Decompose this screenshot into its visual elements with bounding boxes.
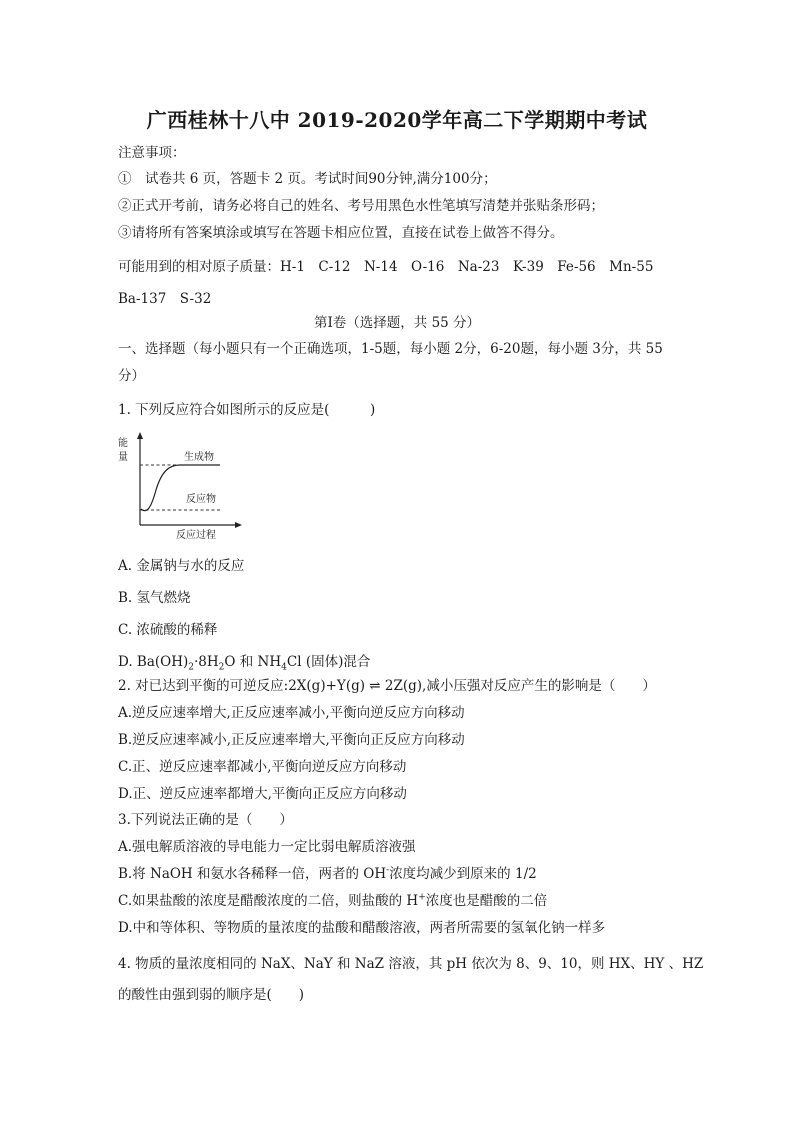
question-2-option-c: C.正、逆反应速率都减小,平衡向逆反应方向移动 bbox=[118, 759, 407, 775]
y-axis-label-1: 能 bbox=[118, 438, 128, 449]
energy-diagram bbox=[118, 430, 246, 542]
question-2-option-d: D.正、逆反应速率都增大,平衡向正反应方向移动 bbox=[118, 786, 407, 802]
question-2-option-a: A.逆反应速率增大,正反应速率减小,平衡向逆反应方向移动 bbox=[118, 705, 465, 721]
question-1-option-b: B. 氢气燃烧 bbox=[118, 590, 191, 606]
process-axis-arrow-icon bbox=[235, 522, 242, 528]
section-heading: 第Ⅰ卷（选择题，共 55 分） bbox=[313, 315, 481, 331]
question-2-stem: 2. 对已达到平衡的可逆反应:2X(g)+Y(g) ⇌ 2Z(g),减小压强对反应产生的影响是（ ） bbox=[118, 678, 656, 694]
notes-heading: 注意事项： bbox=[118, 145, 186, 161]
question-4-stem-line-1: 4. 物质的量浓度相同的 NaX、NaY 和 NaZ 溶液，其 pH 依次为 8、9、10，则 HX、HY 、HZ bbox=[118, 956, 704, 972]
note-item-2: ②正式开考前，请务必将自己的姓名、考号用黑色水性笔填写清楚并张贴条形码； bbox=[118, 198, 604, 214]
part-instruction-line-2: 分） bbox=[118, 368, 145, 384]
x-axis-label: 反应过程 bbox=[176, 530, 216, 541]
question-1-option-c: C. 浓硫酸的稀释 bbox=[118, 622, 218, 638]
question-1-option-d: D. $Ba(OH)_2\cdot 8H_2O$ 和 $NH_4Cl$ (固体)混合 bbox=[118, 654, 371, 673]
reactant-label: 反应物 bbox=[186, 494, 216, 505]
question-3-option-d: D.中和等体积、等物质的量浓度的盐酸和醋酸溶液，两者所需要的氢氧化钠一样多 bbox=[118, 920, 606, 936]
question-3-option-b: B.将 NaOH 和氨水各稀释一倍，两者的 OH-浓度均减少到原来的 1/2 bbox=[118, 865, 537, 882]
atomic-masses-line-1: 可能用到的相对原子质量：H-1 C-12 N-14 O-16 Na-23 K-39 Fe-56 Mn-55 bbox=[118, 259, 654, 275]
question-2-option-b: B.逆反应速率减小,正反应速率增大,平衡向正反应方向移动 bbox=[118, 732, 465, 748]
question-3-option-a: A.强电解质溶液的导电能力一定比弱电解质溶液强 bbox=[118, 839, 416, 855]
energy-axis-arrow-icon bbox=[137, 432, 143, 439]
product-label: 生成物 bbox=[184, 452, 214, 463]
note-item-3: ③请将所有答案填涂或填写在答题卡相应位置，直接在试卷上做答不得分。 bbox=[118, 225, 564, 241]
atomic-masses-line-2: Ba-137 S-32 bbox=[118, 291, 212, 307]
question-4-stem-line-2: 的酸性由强到弱的顺序是( ) bbox=[118, 987, 305, 1003]
part-instruction-line-1: 一、选择题（每小题只有一个正确选项，1-5题，每小题 2分，6-20题，每小题 3分，共 55 bbox=[118, 341, 663, 357]
exam-title: 广西桂林十八中 2019-2020学年高二下学期期中考试 bbox=[146, 108, 648, 132]
note-item-1: ① 试卷共 6 页，答题卡 2 页。考试时间90分钟,满分100分； bbox=[118, 171, 497, 187]
question-1-stem: 1. 下列反应符合如图所示的反应是( ) bbox=[118, 402, 376, 418]
question-1-option-a: A. 金属钠与水的反应 bbox=[118, 558, 245, 574]
question-3-stem: 3.下列说法正确的是（ ） bbox=[118, 812, 293, 828]
y-axis-label-2: 量 bbox=[118, 452, 128, 463]
question-3-option-c: C.如果盐酸的浓度是醋酸浓度的二倍，则盐酸的 H+浓度也是醋酸的二倍 bbox=[118, 892, 548, 909]
